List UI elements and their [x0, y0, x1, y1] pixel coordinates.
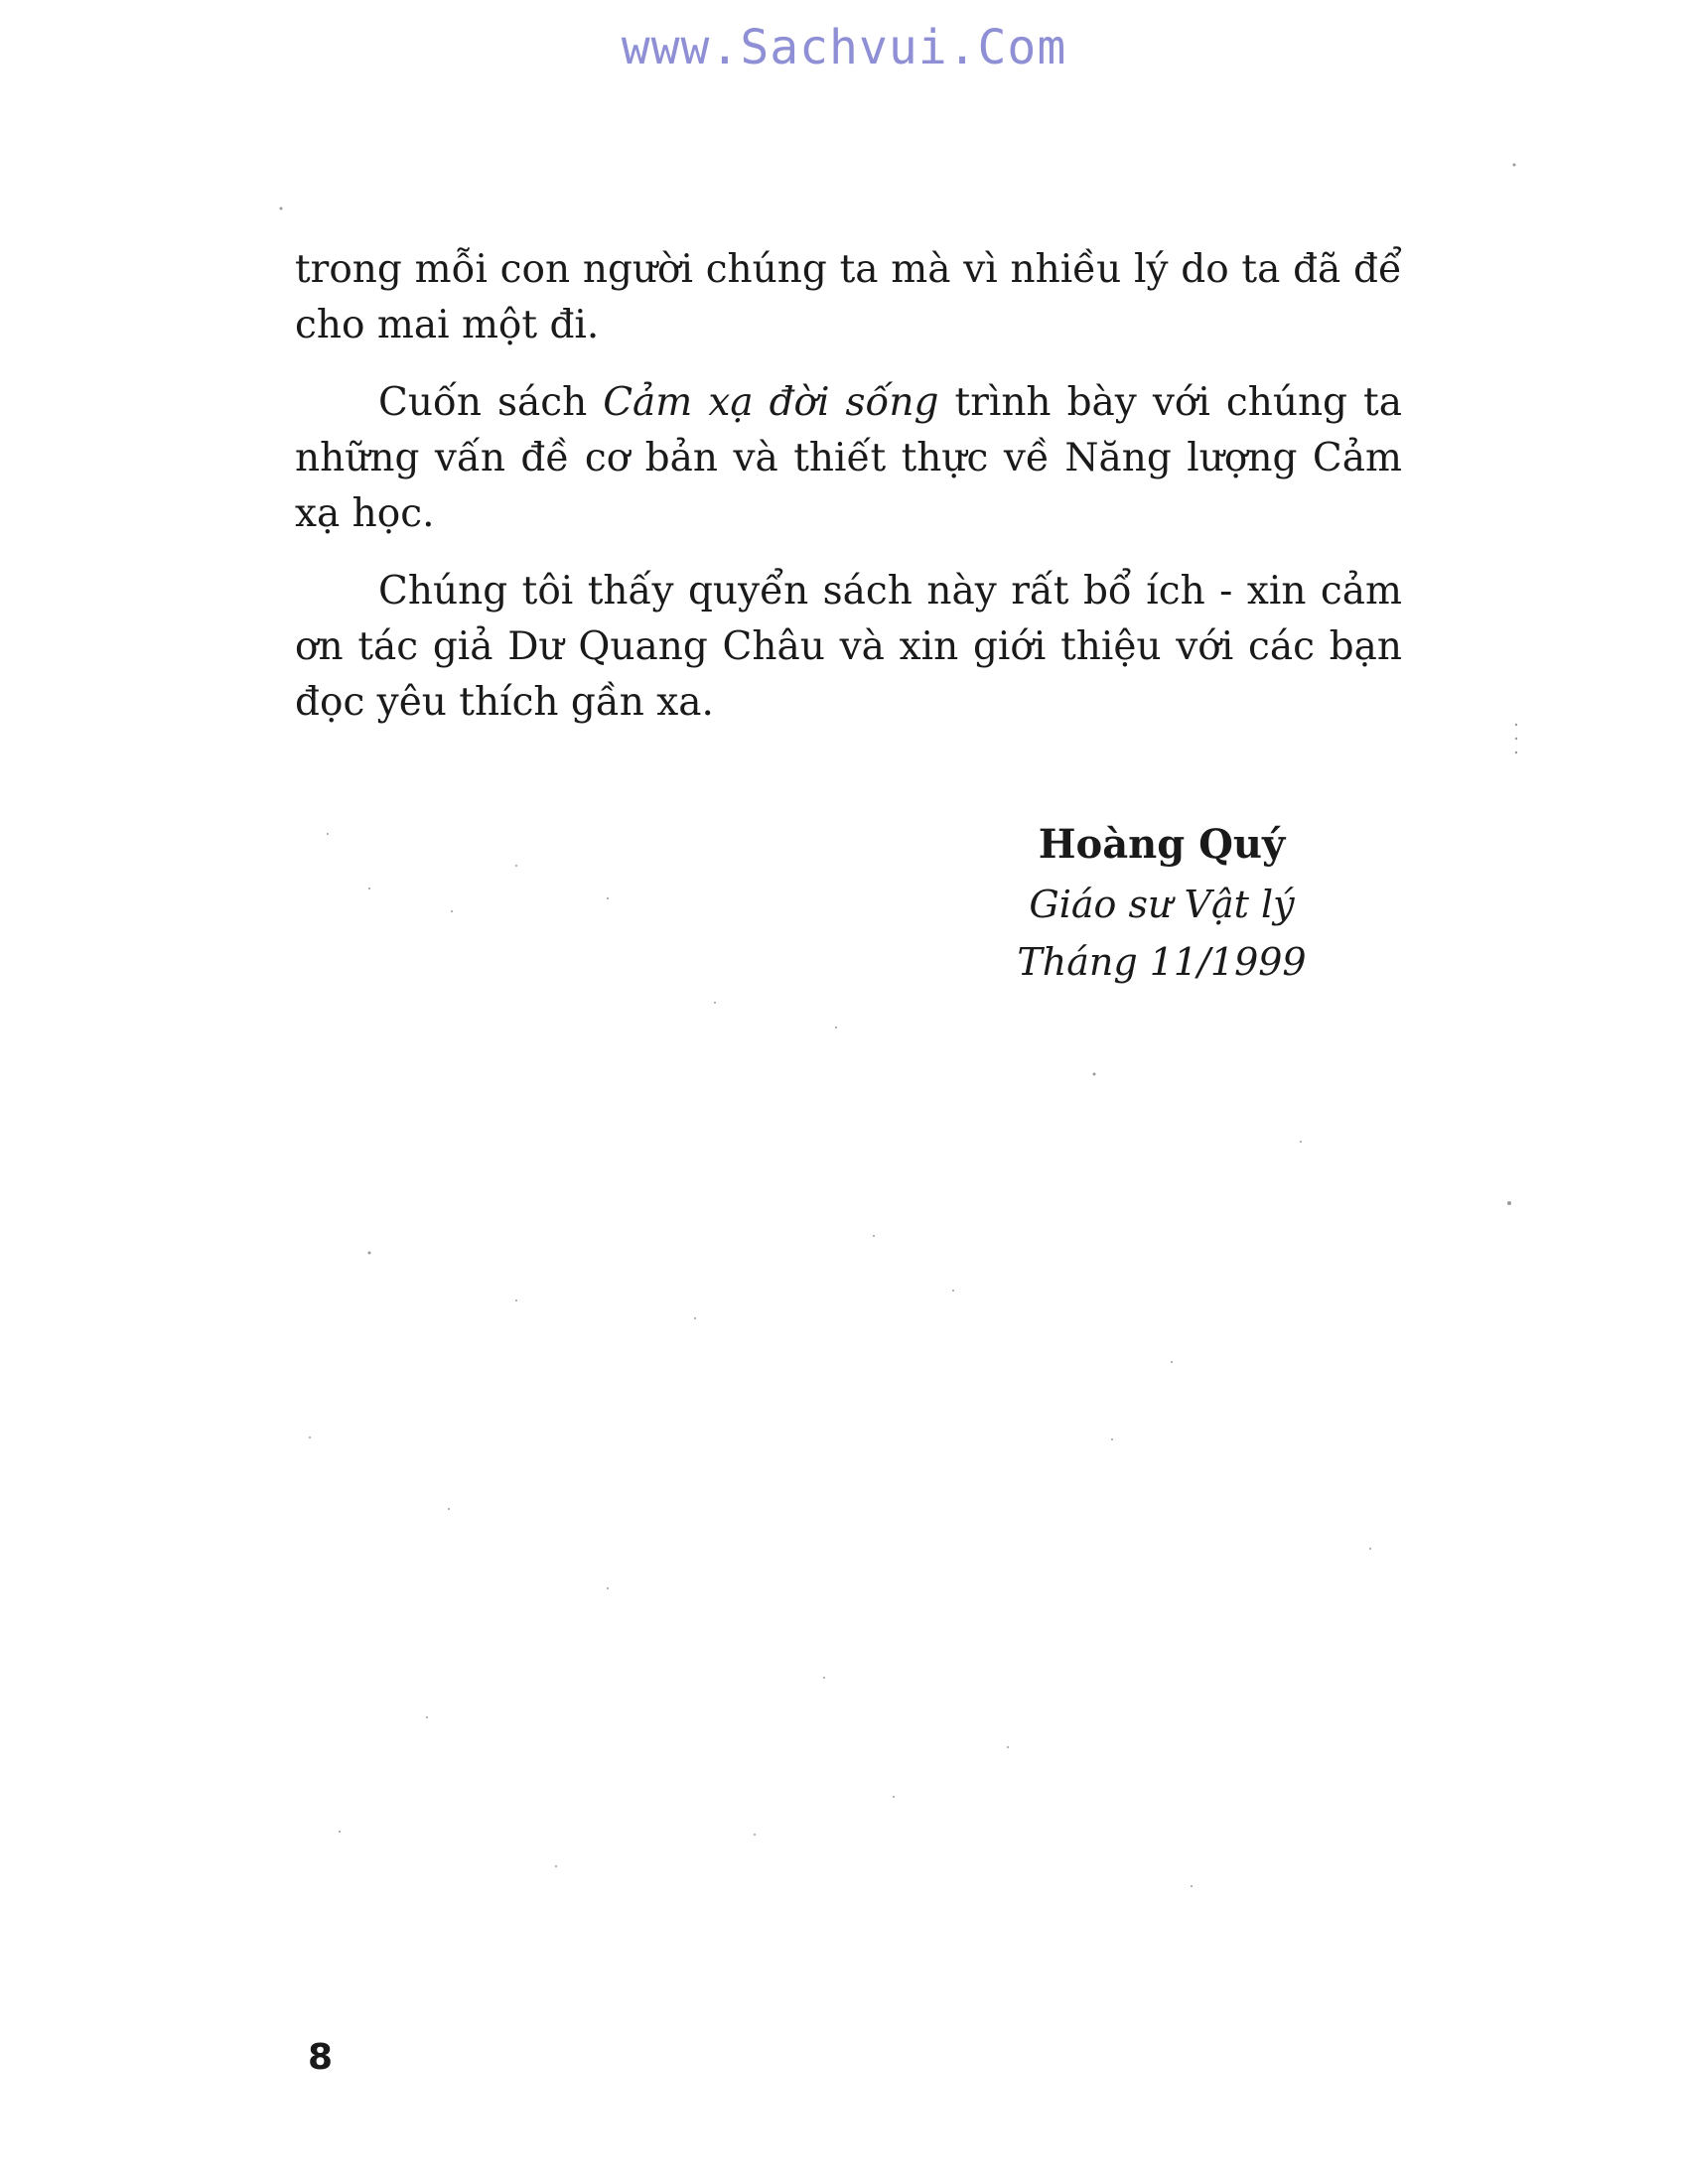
signature-date: Tháng 11/1999 [1017, 940, 1307, 984]
page-number: 8 [308, 2037, 334, 2078]
watermark-text: www.Sachvui.Com [621, 20, 1067, 75]
body-text [295, 242, 1402, 752]
paragraph-2 [295, 375, 1402, 542]
author-title: Giáo sư Vật lý [1029, 883, 1295, 926]
paragraph-2-lead: Cuốn sách [378, 380, 604, 425]
author-name: Hoàng Quý [1038, 821, 1286, 868]
paragraph-1: trong mỗi con người chúng ta mà vì nhiều lý do ta đã để cho mai một đi. [295, 247, 1402, 347]
paragraph-2-rest: trình bày với chúng ta những vấn đề cơ bản và thiết thực về Năng lượng Cảm xạ học. [295, 380, 1402, 536]
signature-block [953, 814, 1370, 991]
paragraph-3: Chúng tôi thấy quyển sách này rất bổ ích - xin cảm ơn tác giả Dư Quang Châu và xin giới thiệu với các bạn đọc yêu thích gần xa. [295, 569, 1402, 725]
book-title: Cảm xạ đời sống [603, 380, 939, 425]
